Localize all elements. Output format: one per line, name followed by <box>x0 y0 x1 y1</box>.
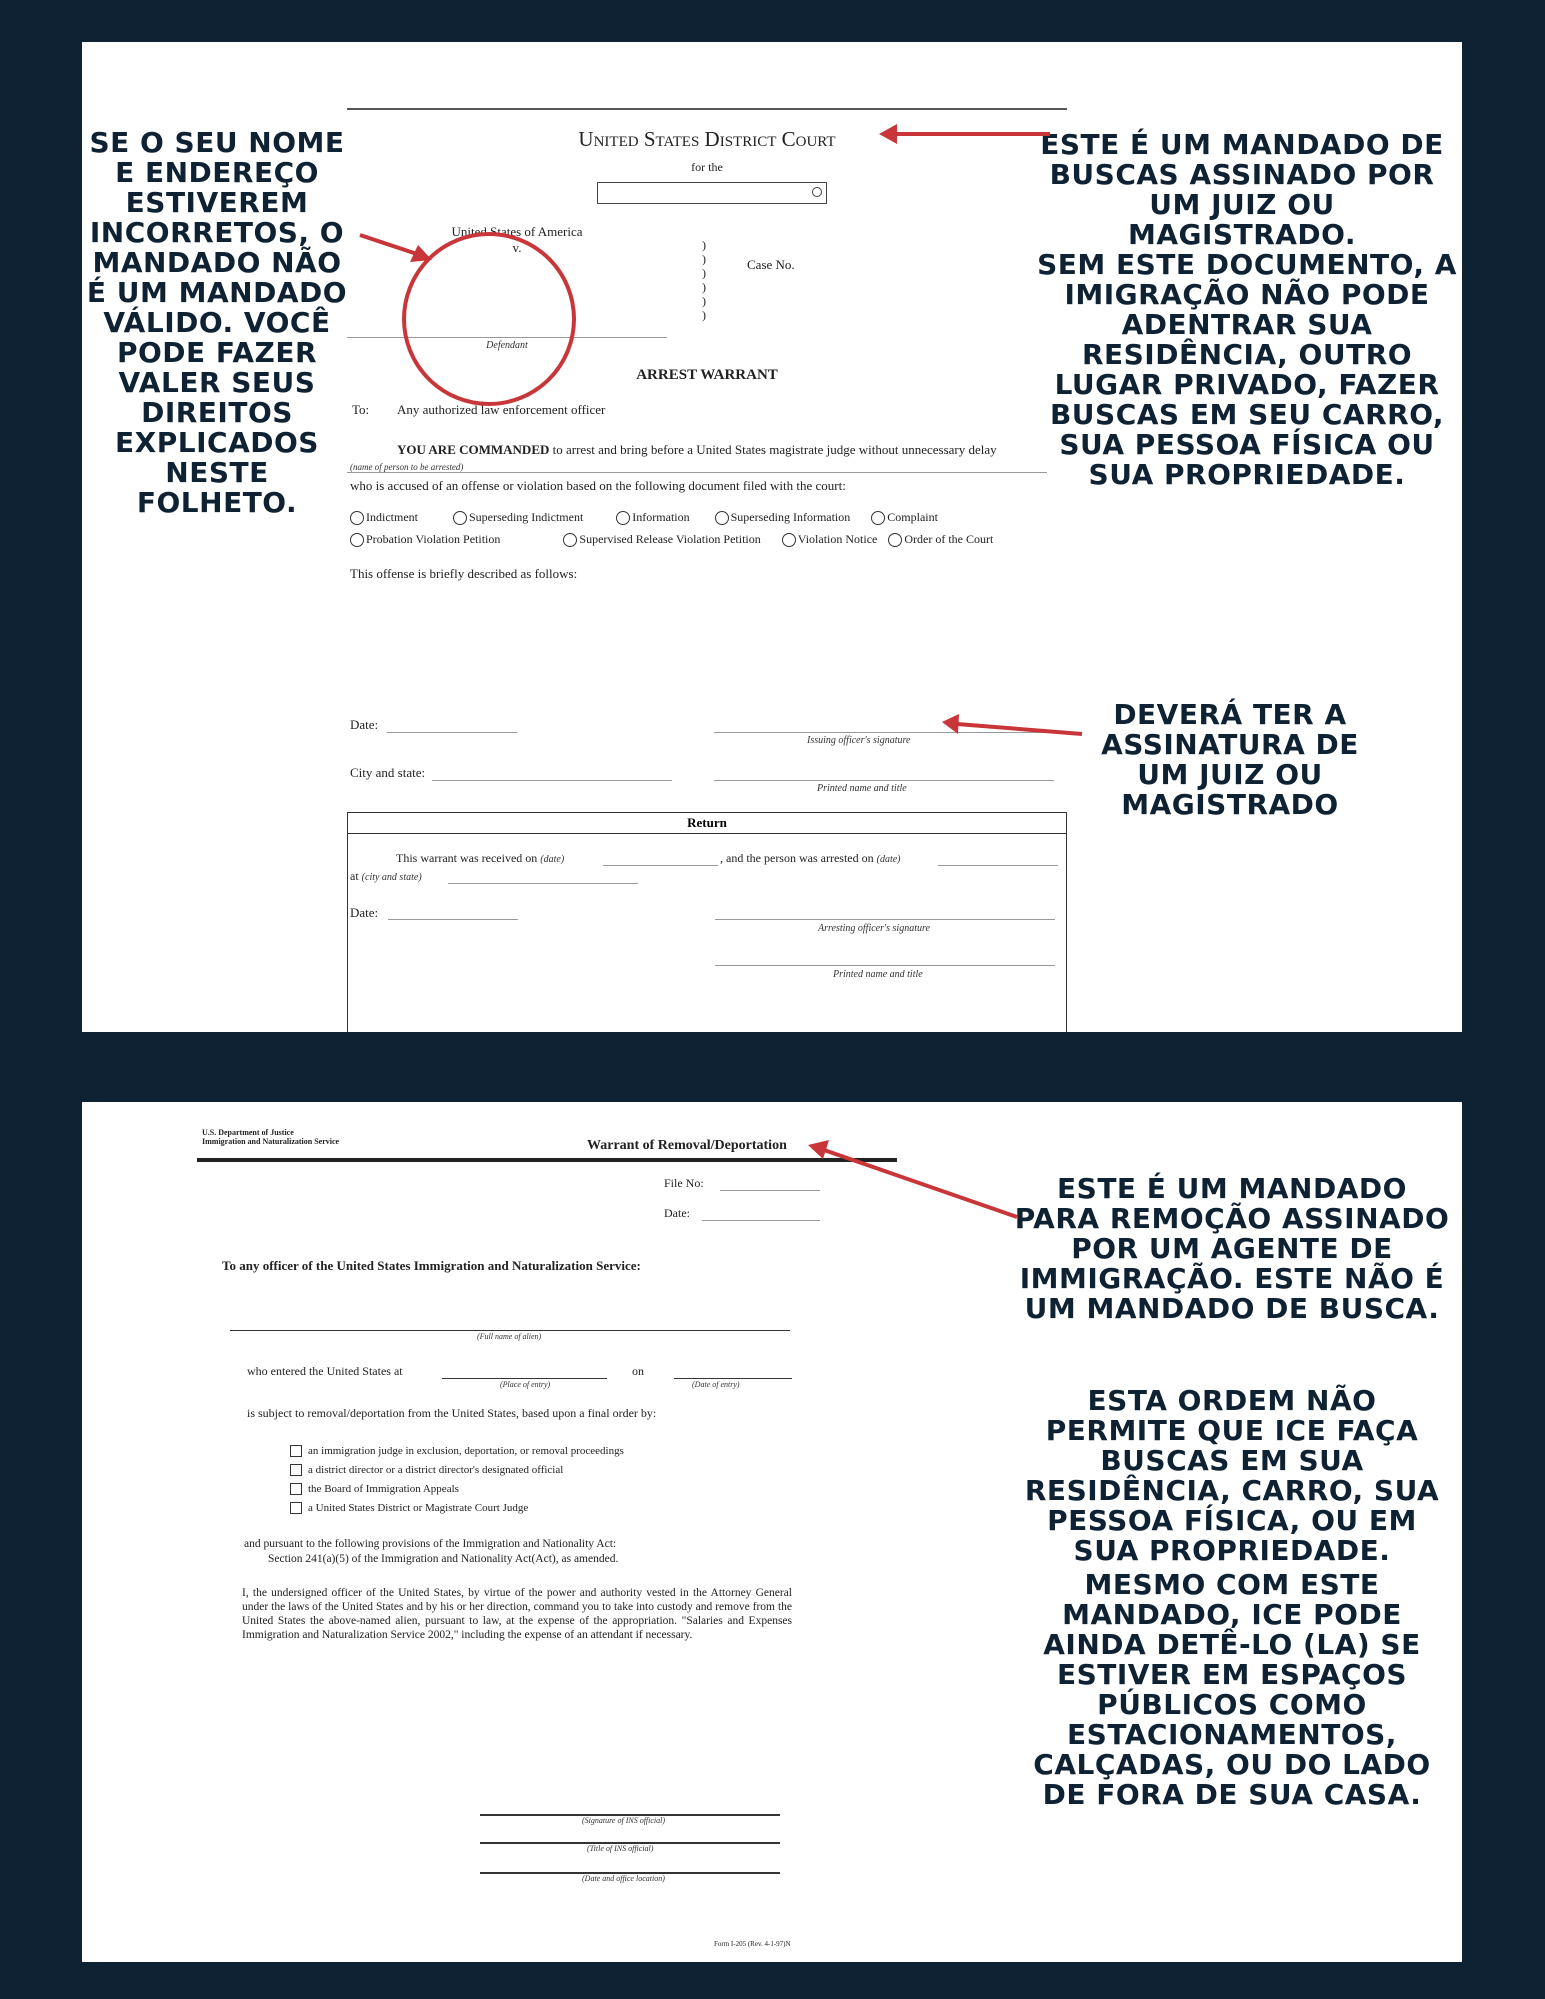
date-label-2: Date: <box>664 1206 690 1220</box>
case-brackets: ) ) ) ) ) ) <box>702 238 706 322</box>
arrested-row: , and the person was arrested on (date) <box>720 851 901 865</box>
commanded-bold: YOU ARE COMMANDED <box>397 442 550 457</box>
removal-warrant-panel <box>82 1102 1462 1962</box>
court-name: United States District Court <box>578 127 836 151</box>
to-officer: To any officer of the United States Immigration and Naturalization Service: <box>222 1258 641 1273</box>
dept-name: U.S. Department of Justice <box>202 1128 294 1137</box>
panel2-annotations <box>82 1102 1462 1962</box>
authority-paragraph: I, the undersigned officer of the United States, by virtue of the power and authority vested in the Attorney General under the laws of the United States and by his or her direction, command you to take into custody and remove from the United States the above-named alien, pursuant to law, at the expense of the appropriation. "Salaries and Expenses Immigration and Naturalization Service 2002," including the expense of an attendant if necessary. <box>242 1587 792 1641</box>
checkbox-immigration-judge[interactable]: an immigration judge in exclusion, deportation, or removal proceedings <box>290 1442 624 1461</box>
entry-date-hint: (Date of entry) <box>692 1380 740 1389</box>
option-indictment[interactable]: Indictment <box>350 510 418 524</box>
note-removal-warrant: ESTE É UM MANDADO PARA REMOÇÃO ASSINADO POR UM AGENTE DE IMMIGRAÇÃO. ESTE NÃO É UM MANDADO DE BUSCA. <box>1014 1172 1450 1325</box>
at-row: at (city and state) <box>350 869 422 883</box>
note-public-spaces: MESMO COM ESTE MANDADO, ICE PODE AINDA DETÊ-LO (LA) SE ESTIVER EM ESPAÇOS PÚBLICOS COMO ESTACIONAMENTOS, CALÇADAS, OU DO LADO DE FORA DE SUA CASA. <box>1033 1568 1431 1811</box>
name-hint: (name of person to be arrested) <box>350 462 464 472</box>
ins-sig-hint: (Signature of INS official) <box>582 1816 666 1825</box>
option-information[interactable]: Information <box>616 510 689 524</box>
arrest-warrant-panel <box>82 42 1462 1032</box>
removal-title: Warrant of Removal/Deportation <box>587 1138 787 1153</box>
full-name-hint: (Full name of alien) <box>477 1332 542 1341</box>
to-value: Any authorized law enforcement officer <box>397 402 606 417</box>
option-violation-notice[interactable]: Violation Notice <box>782 532 878 546</box>
issuing-sig-label: Issuing officer's signature <box>807 735 911 746</box>
date-office-hint: (Date and office location) <box>582 1874 665 1883</box>
pursuant-line-1: and pursuant to the following provisions of the Immigration and Nationality Act: <box>244 1538 617 1550</box>
note-right-signature: DEVERÁ TER A ASSINATURA DE UM JUIZ OU MAGISTRADO <box>1101 698 1359 821</box>
arrow-to-removal-title <box>824 1150 1017 1217</box>
arrow-right-to-signature <box>957 724 1082 734</box>
service-name: Immigration and Naturalization Service <box>202 1137 340 1146</box>
panel1-annotations <box>82 42 1462 1032</box>
arrowhead-removal-title <box>808 1140 829 1159</box>
for-the: for the <box>691 160 723 174</box>
option-supervised-release[interactable]: Supervised Release Violation Petition <box>563 532 760 546</box>
commanded-rest: to arrest and bring before a United States magistrate judge without unnecessary delay <box>552 442 997 457</box>
note-right-search-warrant: ESTE É UM MANDADO DE BUSCAS ASSINADO POR UM JUIZ OU MAGISTRADO. <box>1040 128 1444 251</box>
accused-text: who is accused of an offense or violation based on the following document filed with the court: <box>350 478 846 493</box>
file-no-label: File No: <box>664 1176 704 1190</box>
option-superseding-information[interactable]: Superseding Information <box>715 510 851 524</box>
option-complaint[interactable]: Complaint <box>871 510 938 524</box>
warrant-title: ARREST WARRANT <box>636 367 778 383</box>
arrowhead-court <box>879 124 897 144</box>
note-right-no-entry: SEM ESTE DOCUMENTO, A IMIGRAÇÃO NÃO PODE ADENTRAR SUA RESIDÊNCIA, OUTRO LUGAR PRIVADO, FAZER BUSCAS EM SEU CARRO, SUA PESSOA FÍSICA OU SUA PROPRIEDADE. <box>1037 248 1457 491</box>
checkbox-board-appeals[interactable]: the Board of Immigration Appeals <box>290 1480 624 1499</box>
option-order-of-court[interactable]: Order of the Court <box>888 532 993 546</box>
option-probation-violation[interactable]: Probation Violation Petition <box>350 532 500 546</box>
return-printed-label: Printed name and title <box>833 969 923 980</box>
pursuant-line-2: Section 241(a)(5) of the Immigration and Nationality Act(Act), as amended. <box>268 1553 619 1565</box>
form-number: Form I-205 (Rev. 4-1-97)N <box>714 1940 791 1948</box>
party-name: United States of America <box>451 224 583 239</box>
to-label: To: <box>352 402 370 417</box>
defendant-label: Defendant <box>486 340 528 351</box>
versus: v. <box>512 240 522 255</box>
on-label: on <box>632 1364 644 1378</box>
case-no-label: Case No. <box>747 257 795 272</box>
option-superseding-indictment[interactable]: Superseding Indictment <box>453 510 583 524</box>
checkbox-court-judge[interactable]: a United States District or Magistrate Court Judge <box>290 1499 624 1518</box>
offense-described: This offense is briefly described as follows: <box>350 566 578 581</box>
subject-text: is subject to removal/deportation from the United States, based upon a final order by: <box>247 1406 657 1420</box>
note-left-invalid: SE O SEU NOME E ENDEREÇO ESTIVEREM INCORRETOS, O MANDADO NÃO É UM MANDADO VÁLIDO. VOCÊ PODE FAZER VALER SEUS DIREITOS EXPLICADOS NESTE FOLHETO. <box>86 126 348 519</box>
city-label: City and state: <box>350 765 426 780</box>
arresting-sig-label: Arresting officer's signature <box>818 923 930 934</box>
date-label: Date: <box>350 717 379 732</box>
checkbox-district-director[interactable]: a district director or a district director's designated official <box>290 1461 624 1480</box>
return-date-label: Date: <box>350 905 379 920</box>
note-no-search: ESTA ORDEM NÃO PERMITE QUE ICE FAÇA BUSCAS EM SUA RESIDÊNCIA, CARRO, SUA PESSOA FÍSICA, OU EM SUA PROPRIEDADE. <box>1024 1384 1440 1567</box>
received-row: This warrant was received on (date) <box>396 851 565 865</box>
entered-label: who entered the United States at <box>247 1364 403 1378</box>
place-hint: (Place of entry) <box>500 1380 551 1389</box>
arrow-left-to-circle <box>360 235 417 254</box>
arrowhead-signature <box>942 714 959 734</box>
title-official-hint: (Title of INS official) <box>587 1844 654 1853</box>
return-title: Return <box>348 813 1066 834</box>
printed-name-label: Printed name and title <box>817 783 907 794</box>
